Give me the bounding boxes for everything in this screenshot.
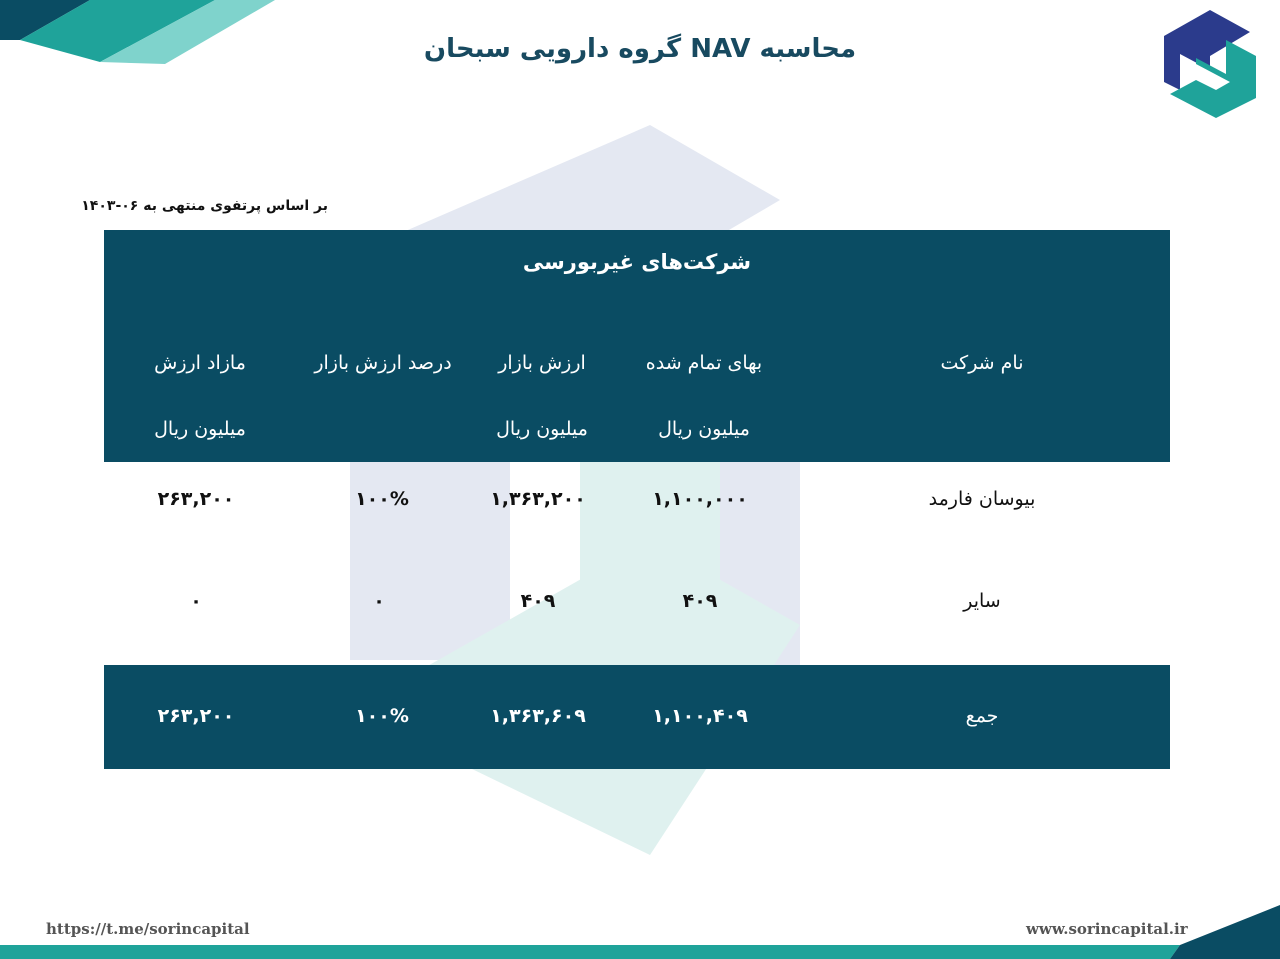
column-header-market-percent: درصد ارزش بازار: [314, 352, 452, 374]
column-header-market-value: ارزش بازار: [498, 352, 586, 374]
column-header-company-name: نام شرکت: [940, 352, 1024, 374]
total-percent: ۱۰۰%: [355, 705, 409, 727]
telegram-link[interactable]: https://t.me/sorincapital: [46, 920, 250, 938]
website-link[interactable]: www.sorincapital.ir: [1026, 920, 1188, 938]
table-row-1-name: بیوسان فارمد: [928, 488, 1036, 510]
column-unit-cost: میلیون ریال: [658, 418, 750, 440]
corner-decoration-top: [0, 0, 300, 70]
sorin-logo: [1160, 10, 1260, 118]
total-cost: ۱,۱۰۰,۴۰۹: [652, 705, 748, 727]
table-row-1-surplus: ۲۶۳,۲۰۰: [157, 488, 235, 510]
table-row-1-cost: ۱,۱۰۰,۰۰۰: [652, 488, 748, 510]
table-row-2-surplus: ۰: [190, 590, 202, 612]
column-header-cost: بهای تمام شده: [645, 352, 763, 374]
table-row-1-percent: ۱۰۰%: [355, 488, 409, 510]
total-label: جمع: [965, 705, 999, 727]
table-row-1-market-value: ۱,۳۶۳,۲۰۰: [490, 488, 586, 510]
page-title: محاسبه NAV گروه دارویی سبحان: [423, 34, 857, 64]
section-title: شرکت‌های غیربورسی: [522, 250, 752, 274]
table-row-2-percent: ۰: [373, 590, 385, 612]
portfolio-date-caption: بر اساس پرتفوی منتهی به ۰۶-۱۴۰۳: [81, 198, 328, 214]
column-unit-market-value: میلیون ریال: [496, 418, 588, 440]
table-row-2-name: سایر: [963, 590, 1001, 612]
column-header-surplus: مازاد ارزش: [154, 352, 246, 374]
total-surplus: ۲۶۳,۲۰۰: [157, 705, 235, 727]
table-row-2-cost: ۴۰۹: [682, 590, 718, 612]
column-unit-surplus: میلیون ریال: [154, 418, 246, 440]
table-row-2-market-value: ۴۰۹: [520, 590, 556, 612]
total-market-value: ۱,۳۶۳,۶۰۹: [490, 705, 586, 727]
